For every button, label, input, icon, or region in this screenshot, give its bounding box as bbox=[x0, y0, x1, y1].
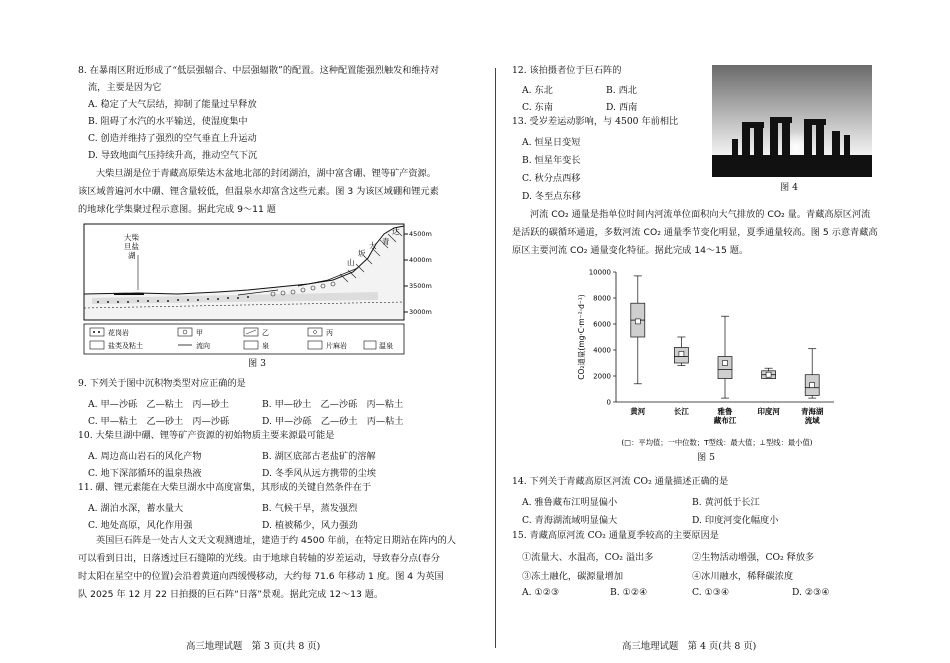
q9-option-b: B. 甲—砂土 乙—沙砾 丙—粘土 bbox=[262, 399, 404, 410]
q14-option-a: A. 雅鲁藏布江明显偏小 bbox=[522, 497, 618, 508]
y-tick-label: 6000 bbox=[593, 320, 611, 329]
figure-3-caption: 图 3 bbox=[248, 358, 266, 369]
q8-stem-line1: 8. 在暴雨区附近形成了“低层强辐合、中层强辐散”的配置。这种配置能强烈触发和维持对 bbox=[78, 65, 440, 76]
y-axis-label: CO₂通量(mg·C·m⁻²·d⁻¹) bbox=[577, 294, 586, 380]
y-tick-label: 8000 bbox=[593, 294, 611, 303]
q13-option-a: A. 恒星日变短 bbox=[522, 137, 581, 148]
q10-option-c: C. 地下深部循环的温泉热液 bbox=[88, 468, 202, 479]
mountain-label-1: 山 bbox=[347, 258, 355, 267]
mean-marker bbox=[679, 351, 684, 356]
mean-marker bbox=[635, 319, 640, 324]
elev-tick-4500: 4500m bbox=[409, 230, 432, 238]
legend-jia: 甲 bbox=[196, 329, 203, 337]
q15-stem: 15. 青藏高原河流 CO₂ 通量夏季较高的主要原因是 bbox=[512, 530, 719, 541]
q12-option-b: B. 西北 bbox=[606, 85, 637, 96]
lake-label-3: 湖 bbox=[128, 251, 136, 260]
mean-marker bbox=[723, 361, 728, 366]
lake-label-1: 大柴 bbox=[124, 233, 139, 242]
elev-tick-3500: 3500m bbox=[409, 282, 432, 290]
q8-option-c: C. 创造并维持了强烈的空气垂直上升运动 bbox=[88, 133, 257, 144]
chart-legend: (□：平均值；一中位数；T型线：最大值；⊥型线：最小值) bbox=[621, 438, 813, 447]
y-tick-label: 10000 bbox=[588, 268, 611, 277]
mountain-label-3: 大 bbox=[369, 241, 377, 250]
q12-option-d: D. 西南 bbox=[606, 102, 638, 113]
q10-option-d: D. 冬季风从远方携带的尘埃 bbox=[262, 468, 376, 479]
q9-option-d: D. 甲—沙砾 乙—砂土 丙—粘土 bbox=[262, 416, 404, 427]
legend-salts-clay: 盐类及粘土 bbox=[108, 342, 143, 350]
q9-stem: 9. 下列关于图中沉积物类型对应正确的是 bbox=[78, 378, 246, 389]
category-label: 雅鲁 bbox=[717, 407, 733, 416]
figure-5-caption: 图 5 bbox=[697, 452, 715, 463]
q10-option-a: A. 周边高山岩石的风化产物 bbox=[88, 451, 202, 462]
y-tick-label: 4000 bbox=[593, 346, 611, 355]
q10-option-b: B. 湖区底部古老盐矿的溶解 bbox=[262, 451, 376, 462]
q15-statement-1: ①流量大、水温高，CO₂ 溢出多 bbox=[522, 552, 654, 563]
q8-option-d: D. 导致地面气压持续升高，推动空气下沉 bbox=[88, 150, 258, 161]
mean-marker bbox=[810, 383, 815, 388]
q15-statement-2: ②生物活动增强，CO₂ 释放多 bbox=[692, 552, 815, 563]
q14-option-c: C. 青海湖流域明显偏大 bbox=[522, 515, 618, 526]
q11-option-b: B. 气候干旱，蒸发强烈 bbox=[262, 503, 358, 514]
figure-5-boxplot bbox=[572, 262, 842, 452]
passage-12-13-line3: 时太阳在星空中的位置)会沿着黄道向西缓慢移动，大约每 71.6 年移动 1 度。图 4 为英国 bbox=[78, 571, 444, 582]
q9-option-c: C. 甲—粘土 乙—砂土 丙—沙砾 bbox=[88, 416, 230, 427]
category-label: 流域 bbox=[804, 416, 820, 425]
q8-option-a: A. 稳定了大气层结，抑制了能量过早释放 bbox=[88, 99, 257, 110]
figure-3-diagram bbox=[78, 220, 438, 360]
mountain-label-5: 达 bbox=[392, 227, 400, 236]
q13-option-d: D. 冬至点东移 bbox=[522, 191, 581, 202]
q13-stem: 13. 受岁差运动影响，与 4500 年前相比 bbox=[512, 116, 679, 127]
mean-marker bbox=[766, 372, 771, 377]
q13-option-c: C. 秋分点西移 bbox=[522, 173, 581, 184]
elev-tick-4000: 4000m bbox=[409, 256, 432, 264]
page-footer-right: 高三地理试题 第 4 页(共 8 页) bbox=[622, 641, 757, 652]
q14-option-d: D. 印度河变化幅度小 bbox=[692, 515, 779, 526]
passage-9-11-line1: 大柴旦湖是位于青藏高原柴达木盆地北部的封闭湖泊，湖中富含硼、锂等矿产资源。 bbox=[96, 168, 436, 179]
legend-gneiss: 片麻岩 bbox=[326, 342, 347, 350]
legend-spring: 泉 bbox=[262, 342, 269, 350]
y-tick-label: 0 bbox=[606, 398, 611, 407]
page-footer-left: 高三地理试题 第 3 页(共 8 页) bbox=[186, 641, 321, 652]
elev-tick-3000: 3000m bbox=[409, 308, 432, 316]
passage-9-11-line2: 该区域普遍河水中硼、锂含量较低，但温泉水却富含这些元素。图 3 为该区域硼和锂元素 bbox=[78, 186, 439, 197]
q9-option-a: A. 甲—沙砾 乙—粘土 丙—砂土 bbox=[88, 399, 230, 410]
passage-12-13-line2: 可以看到日出，日落透过巨石缝隙的光线。由于地球自转轴的岁差运动，导致春分点(春分 bbox=[78, 553, 440, 564]
q10-stem: 10. 大柴旦湖中硼、锂等矿产资源的初始物质主要来源最可能是 bbox=[78, 430, 335, 441]
passage-9-11-line3: 的地球化学集聚过程示意图。据此完成 9～11 题 bbox=[78, 204, 276, 215]
category-label: 黄河 bbox=[630, 407, 646, 416]
q15-option-c: C. ①③④ bbox=[692, 587, 730, 598]
passage-12-13-line4: 队 2025 年 12 月 22 日拍摄的巨石阵“日落”景观。据此完成 12～13 题。 bbox=[78, 589, 384, 600]
q8-option-b: B. 阻碍了水汽的水平输送，使湿度集中 bbox=[88, 116, 248, 127]
lake-label-2: 旦盐 bbox=[124, 242, 139, 251]
category-label: 印度河 bbox=[757, 407, 780, 416]
legend-bing: 丙 bbox=[326, 329, 333, 337]
figure-4-caption: 图 4 bbox=[780, 182, 798, 193]
passage-14-15-line1: 河流 CO₂ 通量是指单位时间内河流单位面积向大气排放的 CO₂ 量。青藏高原区河流 bbox=[530, 209, 871, 220]
legend-yi: 乙 bbox=[262, 329, 269, 337]
box-iqr bbox=[718, 357, 732, 379]
category-label: 藏布江 bbox=[713, 416, 737, 425]
mountain-label-2: 坂 bbox=[358, 249, 366, 258]
q12-option-a: A. 东北 bbox=[522, 85, 553, 96]
legend-flow: 流向 bbox=[196, 342, 210, 350]
q11-option-d: D. 植被稀少，风力强劲 bbox=[262, 520, 358, 531]
q15-statement-3: ③冻土融化，碳源量增加 bbox=[522, 571, 624, 582]
legend-granite: 花岗岩 bbox=[108, 329, 129, 337]
q14-option-b: B. 黄河低于长江 bbox=[692, 497, 760, 508]
mountain-label-4: 青 bbox=[382, 237, 390, 246]
passage-14-15-line3: 原区主要河流 CO₂ 通量变化特征。据此完成 14～15 题。 bbox=[512, 245, 749, 256]
passage-12-13-line1: 英国巨石阵是一处古人文天文观测遗址，建造于约 4500 年前，在特定日期站在阵内的人 bbox=[96, 535, 456, 546]
q15-option-b: B. ①②④ bbox=[610, 587, 648, 598]
figure-4-stonehenge-photo bbox=[712, 65, 872, 177]
q15-option-a: A. ①②③ bbox=[522, 587, 560, 598]
q11-option-a: A. 湖泊水深，蓄水量大 bbox=[88, 503, 184, 514]
category-label: 长江 bbox=[673, 407, 689, 416]
y-tick-label: 2000 bbox=[593, 372, 611, 381]
q12-option-c: C. 东南 bbox=[522, 102, 553, 113]
q13-option-b: B. 恒星年变长 bbox=[522, 155, 581, 166]
q11-option-c: C. 地处高原，风化作用强 bbox=[88, 520, 193, 531]
passage-14-15-line2: 是活跃的碳循环通道，多数河流 CO₂ 通量季节变化明显，夏季通量较高。图 5 示意青藏高 bbox=[512, 227, 878, 238]
q12-stem: 12. 该拍摄者位于巨石阵的 bbox=[512, 65, 622, 76]
q15-statement-4: ④冰川融水，稀释碳浓度 bbox=[692, 571, 794, 582]
legend-hot-spring: 温泉 bbox=[379, 342, 393, 350]
q11-stem: 11. 硼、锂元素能在大柴旦湖水中高度富集，其形成的关键自然条件在于 bbox=[78, 482, 372, 493]
column-divider bbox=[495, 68, 496, 648]
q15-option-d: D. ②③④ bbox=[792, 587, 830, 598]
q14-stem: 14. 下列关于青藏高原区河流 CO₂ 通量描述正确的是 bbox=[512, 476, 729, 487]
category-label: 青海湖 bbox=[800, 407, 824, 416]
q8-stem-line2: 流，主要是因为它 bbox=[88, 82, 162, 93]
